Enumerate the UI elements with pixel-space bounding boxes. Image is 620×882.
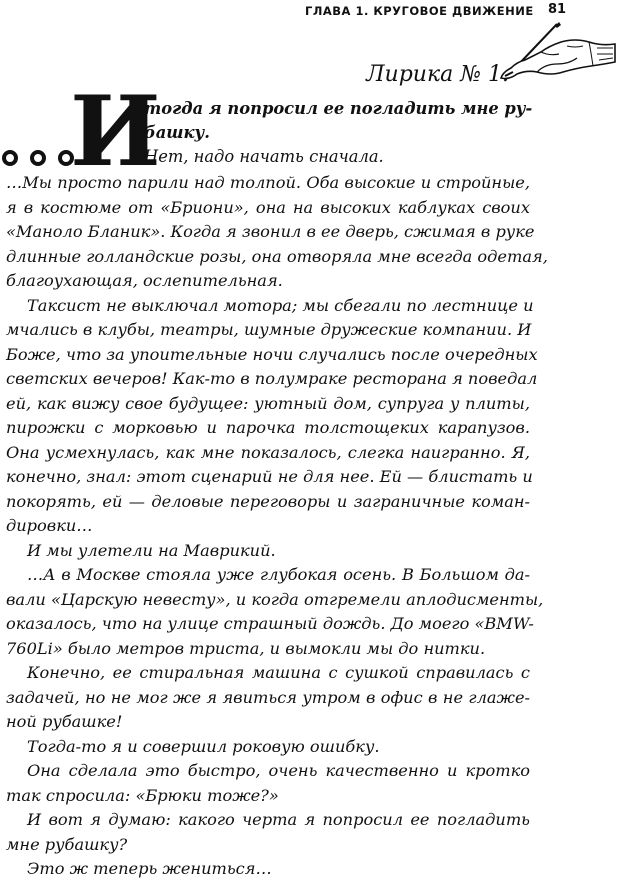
- text-line: пирожки с морковью и парочка толстощеких карапузов.: [6, 418, 530, 437]
- opening-line-1: тогда я попросил ее погладить мне ру-: [144, 99, 533, 118]
- text-line: длинные голландские розы, она отворяла мне всегда одетая,: [6, 246, 548, 266]
- text-line: я в костюме от «Бриони», она на высоких каблуках своих: [6, 197, 530, 217]
- text-line: Боже, что за упоительные ночи случались после очередных: [6, 344, 538, 364]
- opening-line-3: Нет, надо начать сначала.: [144, 147, 384, 166]
- opening-line-2: башку.: [144, 123, 210, 142]
- chapter-title: ГЛАВА 1. КРУГОВОЕ ДВИЖЕНИЕ: [305, 4, 534, 18]
- text-line: Это ж теперь жениться…: [27, 859, 272, 878]
- text-line: Таксист не выключал мотора; мы сбегали по лестнице и: [27, 295, 534, 315]
- text-line: так спросила: «Брюки тоже?»: [6, 785, 279, 805]
- text-line: Она усмехнулась, как мне показалось, слегка наигранно. Я,: [6, 442, 530, 462]
- text-line: «Маноло Бланик». Когда я звонил в ее дверь, сжимая в руке: [6, 222, 535, 241]
- text-line: оказалось, что на улице страшный дождь. До моего «BMW-: [6, 614, 534, 633]
- text-line: ной рубашке!: [6, 712, 123, 731]
- drop-cap: И: [70, 75, 161, 188]
- text-line: Конечно, ее стиральная машина с сушкой справилась с: [27, 663, 530, 682]
- text-line: 760Li» было метров триста, и вымокли мы до нитки.: [6, 638, 486, 658]
- text-line: ей, как вижу свое будущее: уютный дом, супруга у плиты,: [6, 393, 530, 413]
- text-line: светских вечеров! Как-то в полумраке ресторана я поведал: [6, 369, 538, 388]
- text-line: задачей, но не мог же я явиться утром в офис в не глаже-: [6, 687, 530, 707]
- ellipsis-dots: [2, 148, 76, 168]
- text-line: Она сделала это быстро, очень качественно и кротко: [27, 761, 530, 780]
- text-line: дировки…: [6, 516, 93, 535]
- text-line: …Мы просто парили над толпой. Оба высокие и стройные,: [6, 173, 530, 192]
- text-line: благоухающая, ослепительная.: [6, 271, 283, 290]
- section-title: Лирика № 1.: [366, 62, 509, 87]
- page-number: 81: [548, 2, 567, 17]
- body-text: [0, 171, 548, 882]
- text-line: Тогда-то я и совершил роковую ошибку.: [27, 736, 380, 756]
- text-line: вали «Царскую невесту», и когда отгремели аплодисменты,: [6, 589, 544, 609]
- text-line: конечно, знал: этот сценарий не для нее. Ей — блистать и: [6, 467, 533, 486]
- text-line: покорять, ей — деловые переговоры и заграничные коман-: [6, 491, 530, 511]
- text-line: И мы улетели на Маврикий.: [27, 540, 276, 560]
- text-line: …А в Москве стояла уже глубокая осень. В Большом да-: [27, 565, 530, 584]
- writing-hand-icon: [497, 22, 617, 84]
- text-line: И вот я думаю: какого черта я попросил ее погладить: [27, 810, 530, 829]
- text-line: мчались в клубы, театры, шумные дружеские компании. И: [6, 320, 532, 339]
- text-line: мне рубашку?: [6, 834, 128, 854]
